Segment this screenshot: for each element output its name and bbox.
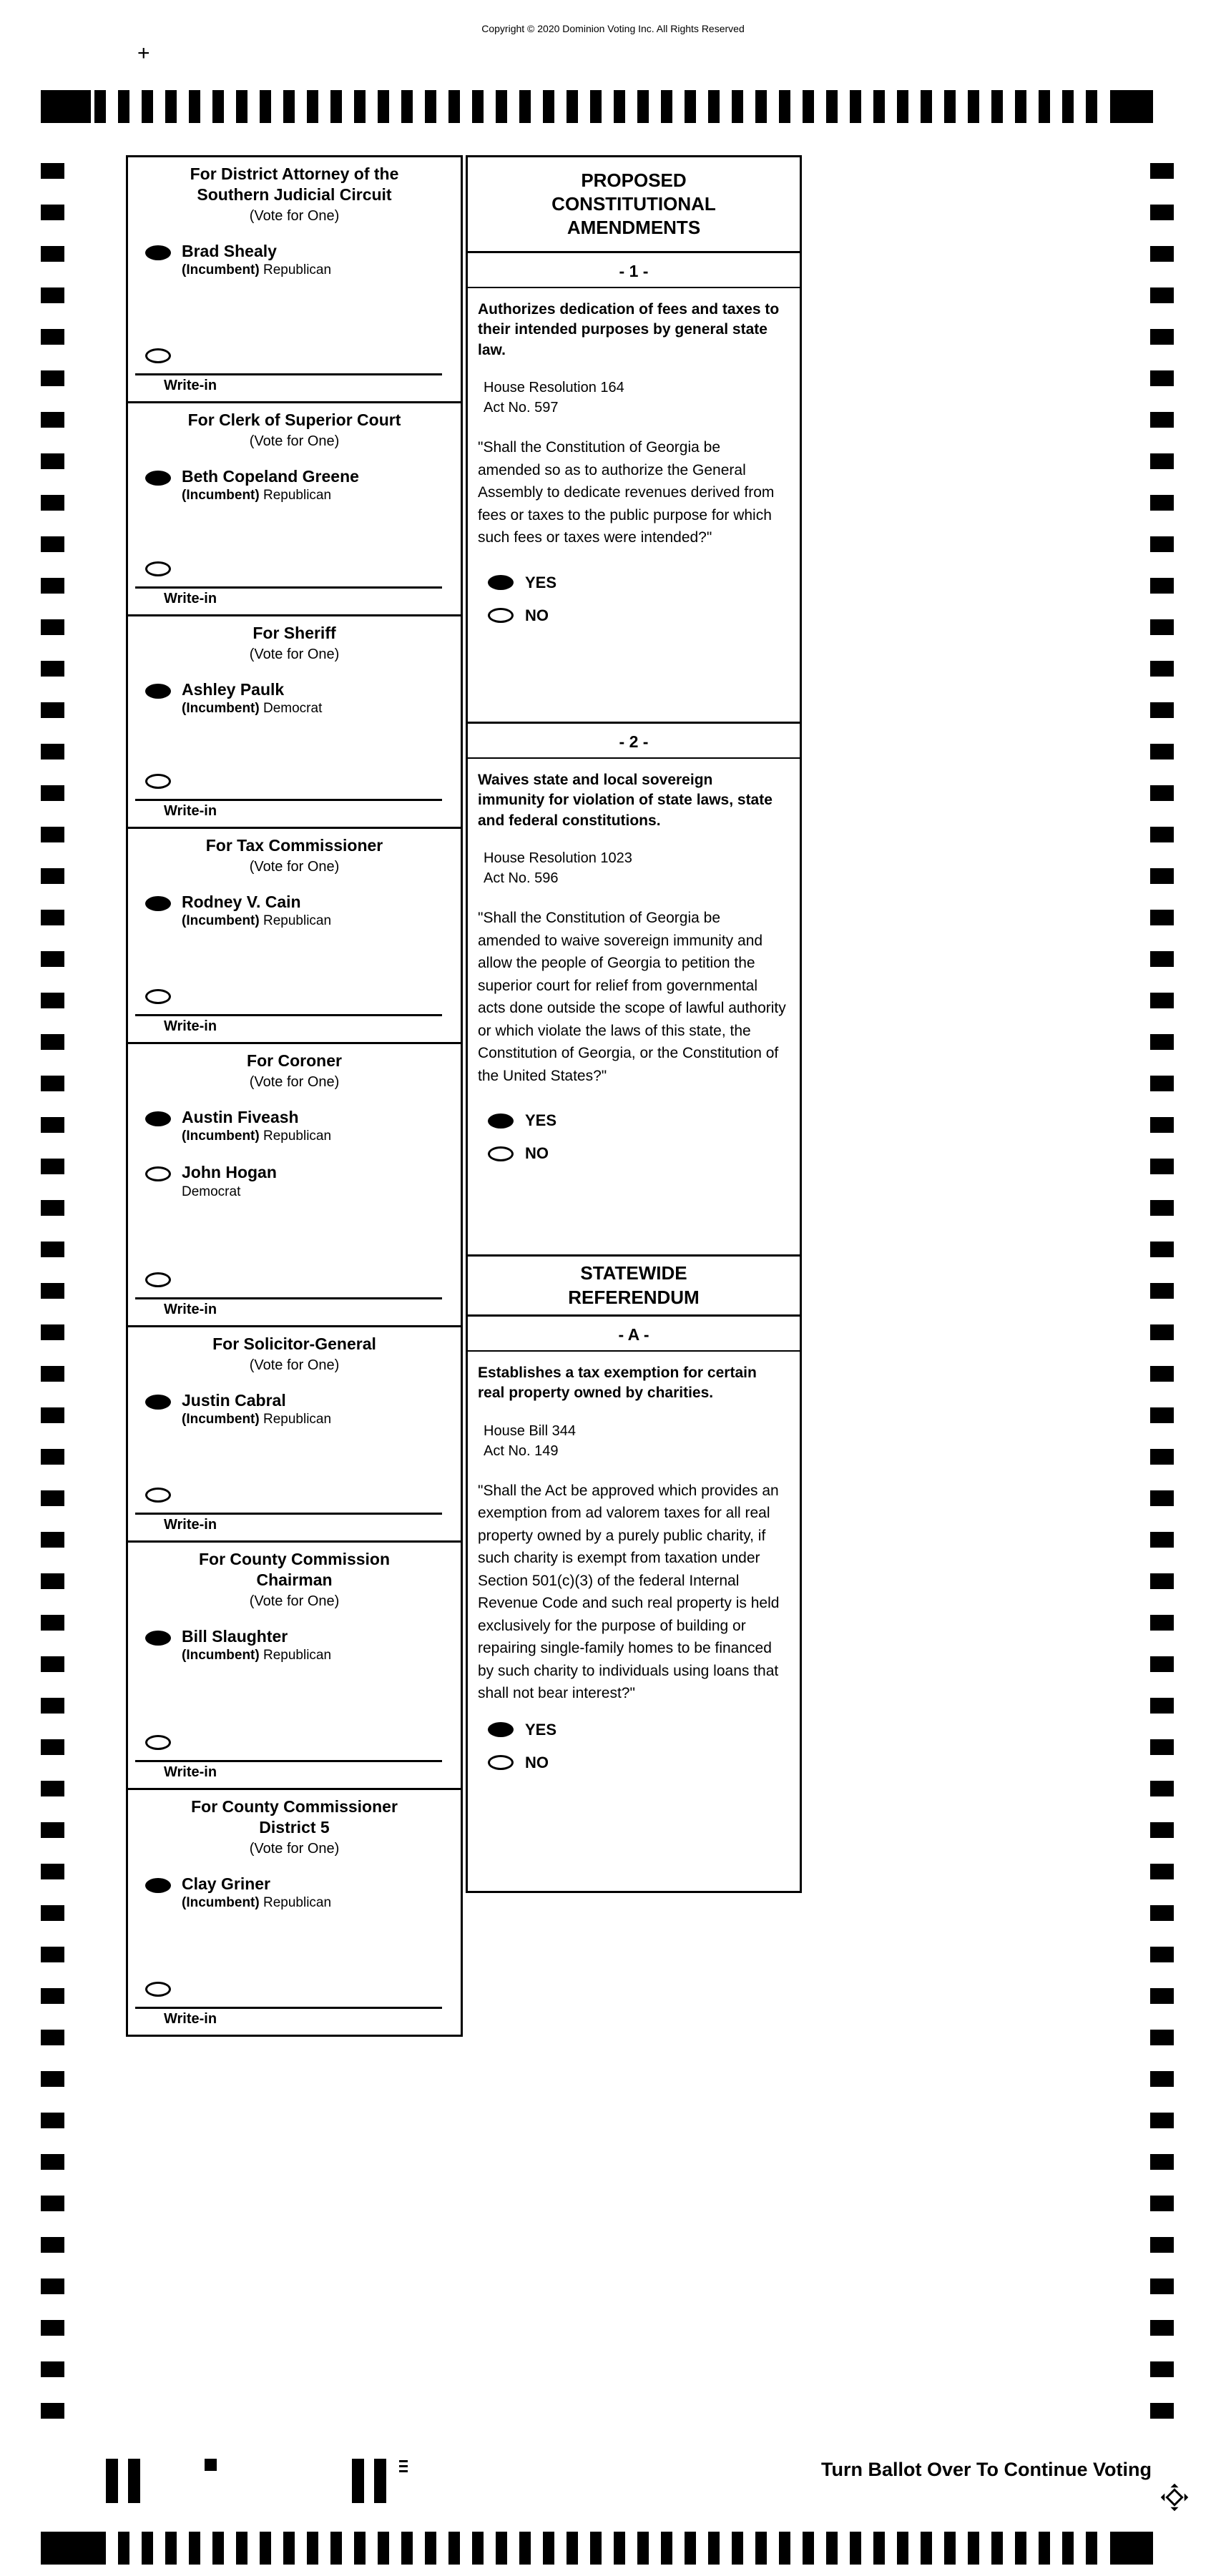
measure-amendment-2 (468, 722, 800, 1254)
candidate-detail: (Incumbent) Republican (182, 488, 332, 503)
measure-number: - A - (468, 1317, 800, 1352)
measure-question: "Shall the Act be approved which provides an exemption from ad valorem taxes for all real property owned by a purely public charity, if such charity is exempt from taxation under Section 501(c)(3) of the federal Internal Revenue Code and such real property is held exclusively for the purpose of building or repairing single-family homes to be financed by such charity to individuals using loans that shall not bear interest?" (478, 1482, 780, 1702)
write-in-line[interactable] (135, 799, 442, 801)
measure-ref-line: Act No. 149 (484, 1442, 559, 1459)
contest-title (128, 616, 461, 644)
referendum-header (466, 1254, 802, 1317)
candidate-detail: (Incumbent) Republican (182, 262, 332, 278)
write-in-label: Write-in (164, 1018, 217, 1034)
four-way-arrow-icon (1159, 2482, 1190, 2513)
candidate-row (145, 467, 455, 505)
write-in-label: Write-in (164, 378, 217, 393)
candidate-detail: (Incumbent) Republican (182, 1129, 332, 1144)
yes-label: YES (525, 1111, 557, 1130)
candidate-name: Ashley Paulk (182, 679, 285, 699)
write-in-area (128, 1735, 461, 1788)
candidate-row (145, 1874, 455, 1912)
write-in-label: Write-in (164, 1764, 217, 1780)
no-label: NO (525, 1144, 549, 1163)
contest-title (128, 1327, 461, 1355)
measure-number: - 2 - (468, 724, 800, 759)
vote-bubble-filled[interactable] (145, 684, 171, 699)
contest-instruction: (Vote for One) (249, 1593, 340, 1609)
timing-marks-left (41, 163, 64, 2423)
yes-label: YES (525, 1720, 557, 1739)
candidate-row (145, 1163, 455, 1201)
yes-bubble-filled[interactable] (488, 1114, 514, 1129)
contest-title (128, 157, 461, 205)
write-in-line[interactable] (135, 586, 442, 589)
candidate-row (145, 1108, 455, 1146)
header-line: PROPOSED (581, 169, 687, 191)
choice-no (488, 1754, 800, 1772)
choice-yes (488, 1721, 800, 1739)
candidate-row (145, 1391, 455, 1429)
measure-number: - 1 - (468, 253, 800, 288)
timing-block-bottom-right (1110, 2532, 1153, 2565)
contest-title-line: For Clerk of Superior Court (187, 411, 401, 429)
candidate-name: Beth Copeland Greene (182, 466, 359, 486)
contest-instruction: (Vote for One) (249, 207, 340, 224)
candidate-row (145, 680, 455, 718)
no-bubble[interactable] (488, 1146, 514, 1161)
turn-ballot-over-text: Turn Ballot Over To Continue Voting (821, 2459, 1152, 2480)
candidate-name: Rodney V. Cain (182, 892, 301, 911)
write-in-area (128, 774, 461, 827)
candidate-name: Austin Fiveash (182, 1107, 299, 1126)
write-in-label: Write-in (164, 2011, 217, 2027)
vote-bubble[interactable] (145, 1166, 171, 1181)
no-bubble[interactable] (488, 1755, 514, 1770)
measure-summary: Waives state and local sovereign immunity for violation of state laws, state and federal constitutions. (478, 772, 773, 829)
vote-bubble-filled[interactable] (145, 1395, 171, 1410)
contest-instruction: (Vote for One) (249, 1357, 340, 1373)
contest-title-line: For District Attorney of the (190, 164, 399, 183)
vote-bubble-filled[interactable] (145, 245, 171, 260)
candidate-row (145, 1627, 455, 1665)
timing-marks-top (94, 90, 1109, 123)
contest-instruction: (Vote for One) (249, 646, 340, 662)
timing-block-top-left (41, 90, 91, 123)
timing-block-top-right (1110, 90, 1153, 123)
candidate-detail: Democrat (182, 1184, 241, 1199)
candidate-row (145, 893, 455, 930)
candidate-detail: (Incumbent) Democrat (182, 701, 323, 717)
no-label: NO (525, 1753, 549, 1771)
contest-instruction: (Vote for One) (249, 433, 340, 449)
measure-references (484, 378, 800, 418)
measure-question: "Shall the Constitution of Georgia be amended to waive sovereign immunity and allow the people of Georgia to petition the superior court for relief from governmental acts done outside the scope of lawful authority or which violate the laws of this state, the Constitution of Georgia, or the Constitution of the United States?" (478, 910, 786, 1084)
contest-title-line: For Solicitor-General (212, 1334, 376, 1353)
yes-bubble-filled[interactable] (488, 1722, 514, 1737)
candidate-detail: (Incumbent) Republican (182, 1648, 332, 1663)
contest-title-line: For County Commission (198, 1550, 391, 1568)
no-label: NO (525, 606, 549, 624)
write-in-line[interactable] (135, 373, 442, 375)
write-in-line[interactable] (135, 2007, 442, 2009)
write-in-bubble[interactable] (145, 348, 171, 363)
ballot-id-bar (352, 2459, 364, 2503)
write-in-bubble[interactable] (145, 561, 171, 576)
measure-ref-line: House Bill 344 (484, 1422, 576, 1439)
measure-ref-line: House Resolution 1023 (484, 850, 632, 867)
write-in-label: Write-in (164, 803, 217, 819)
contest-clerk-superior-court (126, 401, 463, 616)
write-in-bubble[interactable] (145, 774, 171, 789)
measures-column (466, 155, 802, 1893)
write-in-bubble[interactable] (145, 989, 171, 1004)
contest-tax-commissioner (126, 827, 463, 1044)
contest-title-line: District 5 (259, 1817, 330, 1837)
write-in-line[interactable] (135, 1760, 442, 1762)
measure-summary: Authorizes dedication of fees and taxes to their intended purposes by general state law. (478, 301, 780, 358)
candidate-name: John Hogan (182, 1162, 277, 1181)
contest-title (128, 1543, 461, 1591)
contest-sheriff (126, 614, 463, 829)
candidate-name: Justin Cabral (182, 1390, 286, 1410)
contest-county-commissioner-district-5 (126, 1788, 463, 2037)
measure-referendum-a (468, 1317, 800, 1891)
candidate-name: Clay Griner (182, 1874, 270, 1893)
write-in-bubble[interactable] (145, 1982, 171, 1997)
contest-solicitor-general (126, 1325, 463, 1543)
write-in-area (128, 561, 461, 614)
timing-marks-right (1150, 163, 1174, 2423)
header-line: CONSTITUTIONAL (551, 192, 716, 215)
choice-yes (488, 1111, 800, 1130)
contest-title-line: For County Commissioner (191, 1797, 398, 1816)
header-line: STATEWIDE (580, 1262, 687, 1284)
measure-ref-line: Act No. 596 (484, 870, 559, 887)
copyright-line: Copyright © 2020 Dominion Voting Inc. All Rights Reserved (481, 23, 745, 34)
timing-block-bottom-left (41, 2532, 98, 2565)
candidate-detail: (Incumbent) Republican (182, 1895, 332, 1911)
choice-no (488, 606, 800, 625)
contest-instruction: (Vote for One) (249, 1840, 340, 1857)
ballot-id-tick-marks (399, 2460, 408, 2475)
no-bubble[interactable] (488, 608, 514, 623)
amendments-header (466, 155, 802, 253)
contest-title (128, 1044, 461, 1071)
candidate-name: Brad Shealy (182, 241, 277, 260)
contest-title-line: For Coroner (247, 1051, 342, 1070)
measure-summary: Establishes a tax exemption for certain real property owned by charities. (478, 1365, 757, 1402)
contest-district-attorney (126, 155, 463, 403)
measure-question: "Shall the Constitution of Georgia be amended so as to authorize the General Assembly to dedicate revenues derived from fees or taxes to the public purpose for which such fees or taxes were intended?" (478, 439, 775, 546)
write-in-label: Write-in (164, 1302, 217, 1317)
vote-bubble-filled[interactable] (145, 1878, 171, 1893)
header-line: AMENDMENTS (567, 217, 701, 239)
choice-no (488, 1144, 800, 1163)
write-in-bubble[interactable] (145, 1488, 171, 1503)
contest-title-line: For Tax Commissioner (205, 836, 383, 855)
contest-coroner (126, 1042, 463, 1327)
yes-label: YES (525, 573, 557, 591)
measure-ref-line: Act No. 597 (484, 400, 559, 416)
candidate-row (145, 242, 455, 280)
candidate-detail: (Incumbent) Republican (182, 1412, 332, 1427)
write-in-area (128, 348, 461, 401)
registration-plus-mark: + (137, 41, 150, 65)
measure-ref-line: House Resolution 164 (484, 380, 624, 396)
write-in-bubble[interactable] (145, 1272, 171, 1287)
contest-title (128, 1790, 461, 1838)
vote-bubble-filled[interactable] (145, 1111, 171, 1126)
ballot-id-bar (128, 2459, 140, 2503)
referendum-box (466, 1314, 802, 1893)
header-line: REFERENDUM (568, 1286, 700, 1308)
write-in-label: Write-in (164, 591, 217, 606)
write-in-line[interactable] (135, 1014, 442, 1016)
write-in-line[interactable] (135, 1513, 442, 1515)
write-in-bubble[interactable] (145, 1735, 171, 1750)
write-in-line[interactable] (135, 1297, 442, 1299)
contest-column (126, 155, 463, 2037)
contest-title-line: For Sheriff (252, 624, 336, 642)
timing-marks-bottom (94, 2532, 1109, 2565)
write-in-area (128, 1272, 461, 1325)
yes-bubble-filled[interactable] (488, 575, 514, 590)
measure-amendment-1 (468, 253, 800, 722)
ballot-id-square (205, 2459, 217, 2471)
contest-instruction: (Vote for One) (249, 1073, 340, 1090)
choice-yes (488, 574, 800, 592)
write-in-area (128, 1488, 461, 1540)
contest-title-line: Chairman (256, 1570, 333, 1589)
contest-title (128, 829, 461, 856)
measure-references (484, 848, 800, 888)
write-in-label: Write-in (164, 1517, 217, 1533)
measure-references (484, 1421, 800, 1461)
vote-bubble-filled[interactable] (145, 471, 171, 486)
write-in-area (128, 1982, 461, 2035)
contest-county-commission-chairman (126, 1540, 463, 1790)
contest-instruction: (Vote for One) (249, 858, 340, 875)
ballot-id-bar (374, 2459, 386, 2503)
write-in-area (128, 989, 461, 1042)
ballot-id-bar (106, 2459, 118, 2503)
candidate-detail: (Incumbent) Republican (182, 913, 332, 929)
vote-bubble-filled[interactable] (145, 1631, 171, 1646)
vote-bubble-filled[interactable] (145, 896, 171, 911)
candidate-name: Bill Slaughter (182, 1626, 288, 1646)
contest-title (128, 403, 461, 431)
contest-title-line: Southern Judicial Circuit (197, 185, 392, 204)
amendments-box (466, 251, 802, 1257)
